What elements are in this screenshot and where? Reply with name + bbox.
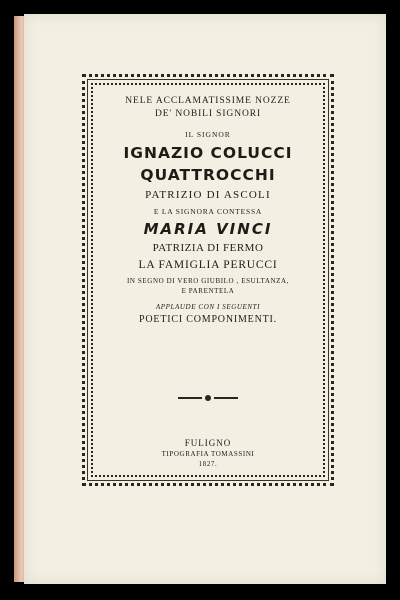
imprint-city: FULIGNO [184,438,232,448]
groom-name: IGNAZIO COLUCCI [123,144,293,162]
dedicating-family: LA FAMIGLIA PERUCCI [138,259,278,272]
groom-surname: QUATTROCCHI [140,166,276,185]
dedication-line-1: NELE ACCLAMATISSIME NOZZE [125,96,291,106]
ornament-divider [178,395,238,401]
groom-origin: PATRIZIO DI ASCOLI [145,189,271,202]
imprint-block [96,438,320,468]
compositions-line: POETICI COMPONIMENTI. [139,314,277,326]
title-text-block [96,96,320,325]
bride-origin: PATRIZIA DI FERMO [152,242,264,255]
applause-line: APPLAUDE CON I SEGUENTI [155,303,261,312]
dedication-reason-2: E PARENTELA [181,287,235,296]
imprint-printer: TIPOGRAFIA TOMASSINI [161,450,255,458]
bride-title: E LA SIGNORA CONTESSA [153,207,263,217]
groom-title: IL SIGNOR [185,130,231,139]
dedication-line-2: DE' NOBILI SIGNORI [154,109,262,119]
imprint-year: 1827. [198,460,218,468]
dedication-reason-1: IN SEGNO DI VERO GIUBILO , ESULTANZA, [126,277,290,286]
bride-name: MARIA VINCI [143,220,273,239]
